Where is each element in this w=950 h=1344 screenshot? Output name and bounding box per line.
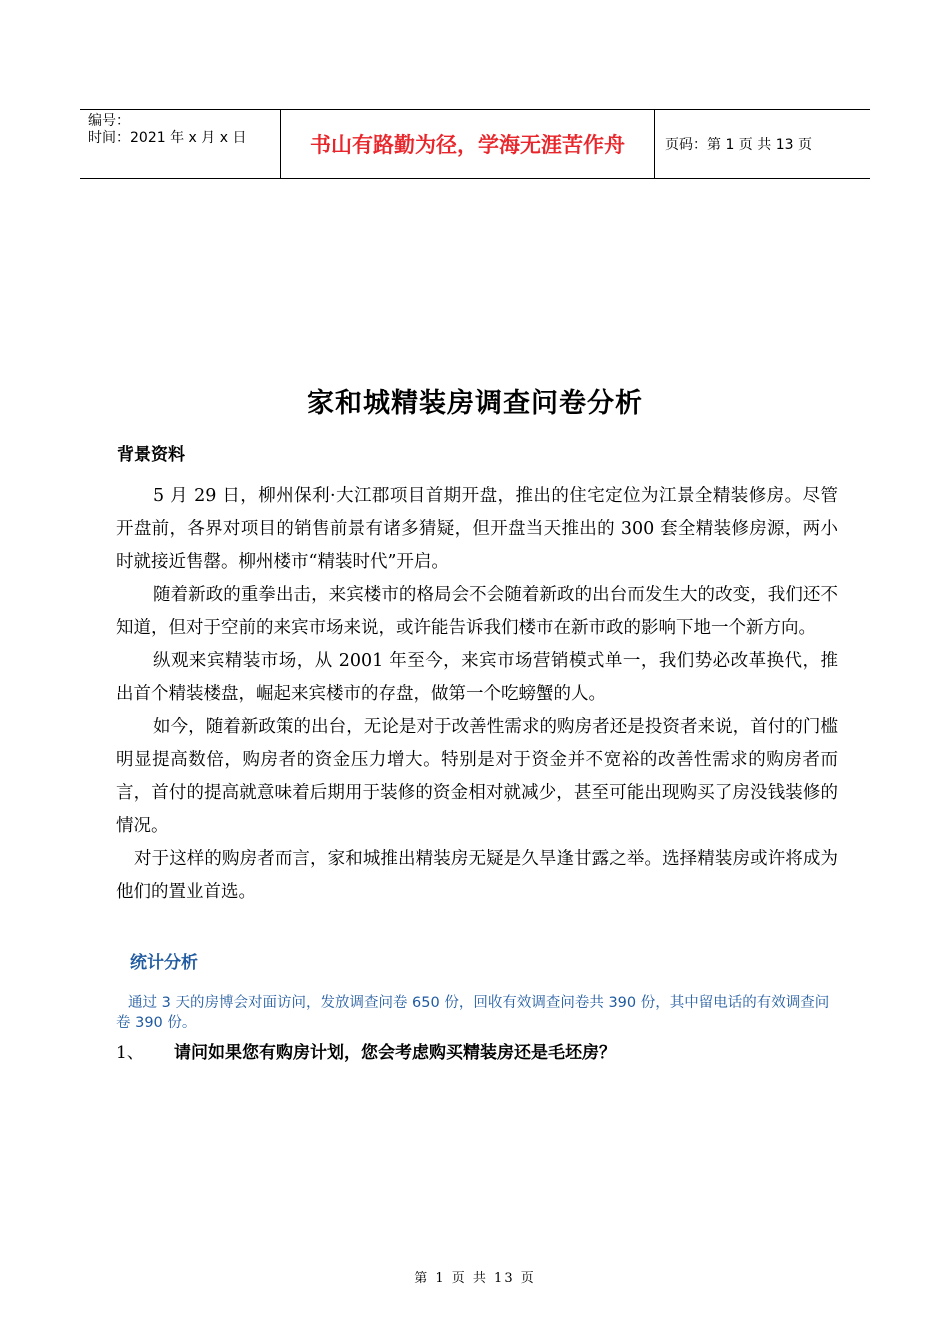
header-motto: 书山有路勤为径，学海无涯苦作舟 [281,110,655,178]
header-table [80,109,870,179]
survey-summary: 通过 3 天的房博会对面访问，发放调查问卷 650 份，回收有效调查问卷共 390 份，其中留电话的有效调查问卷 390 份。 [116,995,830,1031]
document-number-label: 编号： [88,113,130,129]
paragraph: 纵观来宾精装市场，从 2001 年至今，来宾市场营销模式单一，我们势必改革换代，推出首个精装楼盘，崛起来宾楼市的存盘，做第一个吃螃蟹的人。 [116,651,838,704]
paragraph: 对于这样的购房者而言，家和城推出精装房无疑是久旱逢甘露之举。选择精装房或许将成为他们的置业首选。 [116,849,838,902]
document-date-label: 时间：2021 年 x 月 x 日 [88,130,247,146]
section-heading-background: 背景资料 [117,445,185,465]
header-meta-cell [80,110,281,178]
question-item [116,1038,616,1063]
paragraph: 如今，随着新政策的出台，无论是对于改善性需求的购房者还是投资者来说，首付的门槛明显提高数倍，购房者的资金压力增大。特别是对于资金并不宽裕的改善性需求的购房者而言，首付的提高就意味着后期用于装修的资金相对就减少，甚至可能出现购买了房没钱装修的情况。 [116,717,838,836]
header-page-code: 页码：第 1 页 共 13 页 [665,137,812,153]
paragraph: 5 月 29 日，柳州保利·大江郡项目首期开盘，推出的住宅定位为江景全精装修房。尽管开盘前，各界对项目的销售前景有诸多猜疑，但开盘当天推出的 300 套全精装修房源，两小时就接近售罄。柳州楼市“精装时代”开启。 [116,486,838,572]
document-title: 家和城精装房调查问卷分析 [307,388,643,419]
question-number: 1、 [116,1043,144,1063]
background-body [116,480,838,909]
section-heading-statistics: 统计分析 [130,953,198,973]
question-text: 请问如果您有购房计划，您会考虑购买精装房还是毛坯房？ [174,1043,616,1063]
page-footer: 第 1 页 共 13 页 [414,1271,536,1286]
paragraph: 随着新政的重拳出击，来宾楼市的格局会不会随着新政的出台而发生大的改变，我们还不知道，但对于空前的来宾市场来说，或许能告诉我们楼市在新市政的影响下地一个新方向。 [116,585,838,638]
